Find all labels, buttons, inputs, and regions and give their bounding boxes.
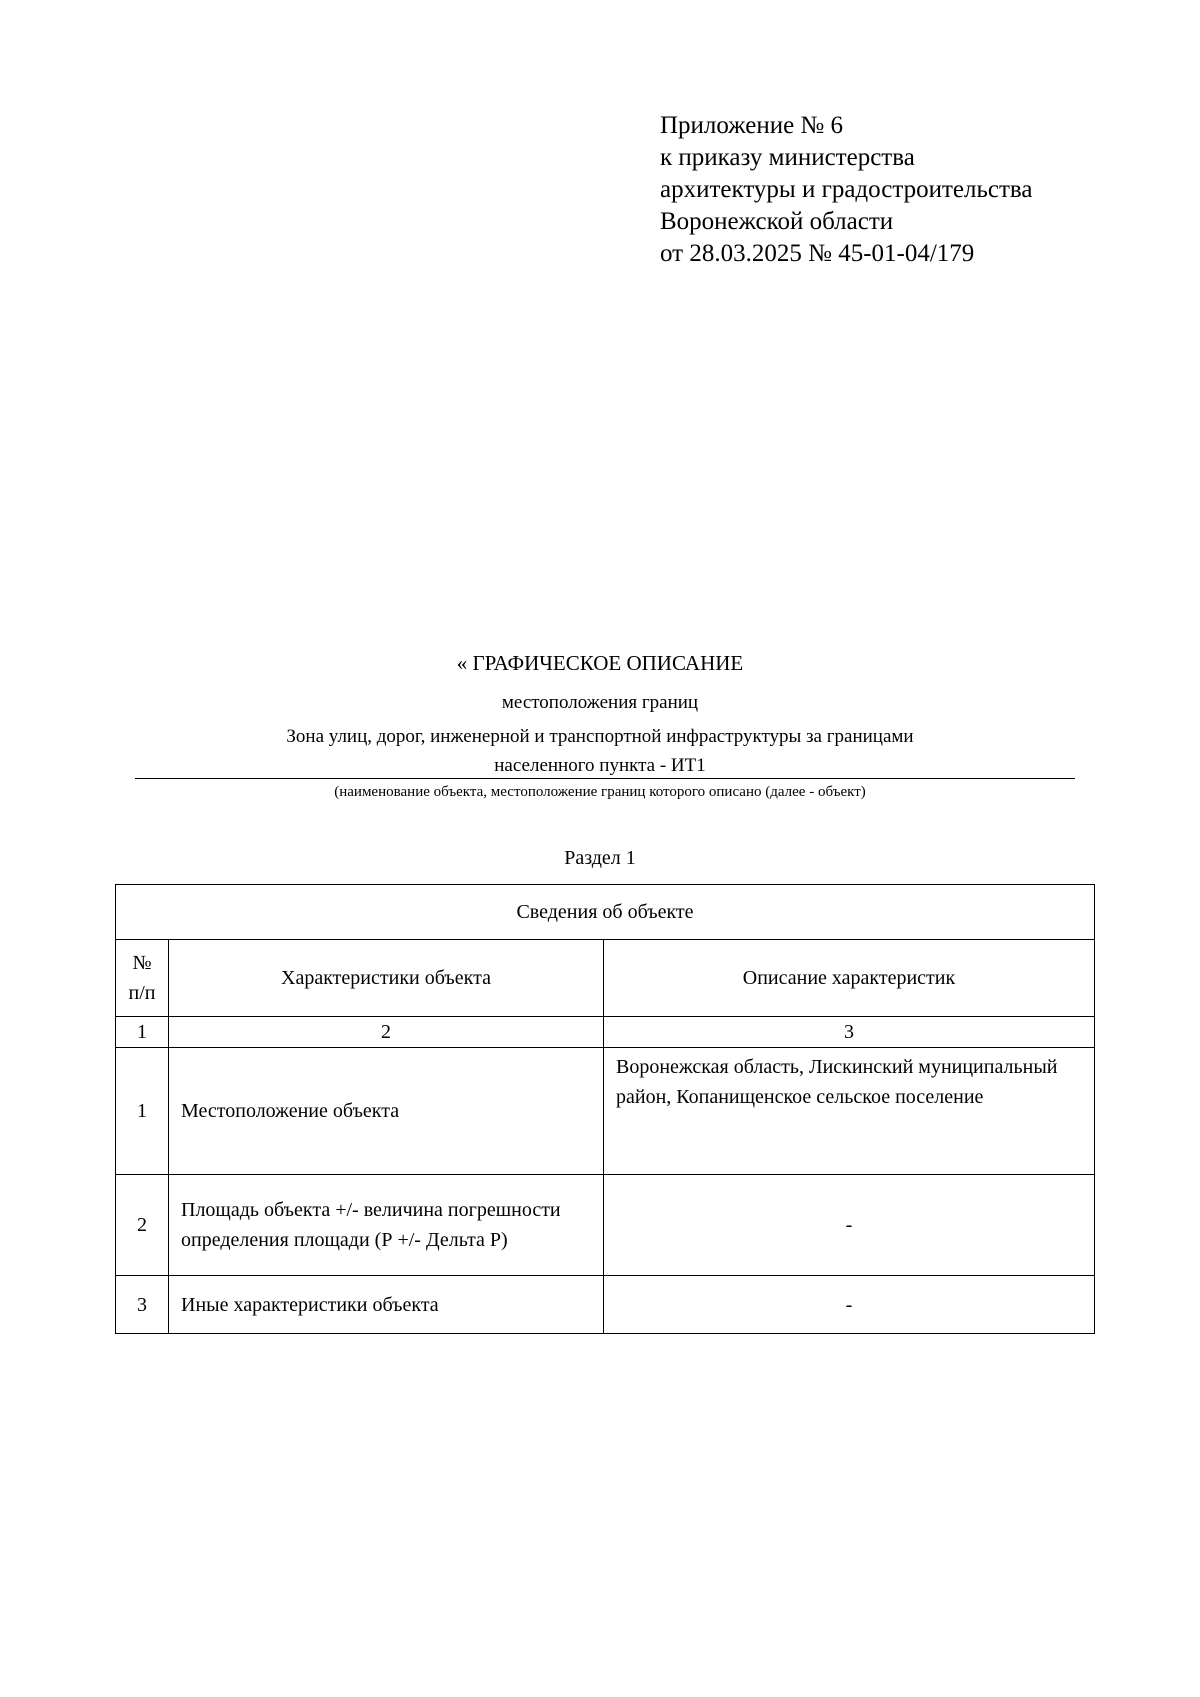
row-number: 1 [116, 1048, 169, 1175]
annex-line: архитектуры и градостроительства [660, 176, 1033, 203]
row-description: - [604, 1276, 1095, 1334]
row-description: Воронежская область, Лискинский муниципальный район, Копанищенское сельское поселение [604, 1048, 1095, 1175]
object-name-line: населенного пункта - ИТ1 [494, 755, 706, 776]
section-title: Раздел 1 [564, 847, 636, 869]
column-header-description: Описание характеристик [604, 940, 1095, 1017]
annex-line: Приложение № 6 [660, 112, 844, 139]
document-title: « ГРАФИЧЕСКОЕ ОПИСАНИЕ [456, 651, 744, 675]
column-index: 1 [116, 1017, 169, 1048]
row-characteristic: Иные характеристики объекта [169, 1276, 604, 1334]
table-row [116, 1048, 1095, 1175]
table-row [116, 1175, 1095, 1276]
annex-line: к приказу министерства [660, 144, 915, 171]
table-header-row [116, 940, 1095, 1017]
table-heading: Сведения об объекте [116, 885, 1095, 940]
column-header-num-line: № [132, 952, 152, 974]
row-characteristic: Местоположение объекта [169, 1048, 604, 1175]
column-index: 2 [169, 1017, 604, 1048]
row-characteristic: Площадь объекта +/- величина погрешности определения площади (Р +/- Дельта Р) [169, 1175, 604, 1276]
row-number: 3 [116, 1276, 169, 1334]
object-name-caption: (наименование объекта, местоположение границ которого описано (далее - объект) [334, 784, 866, 800]
annex-line: от 28.03.2025 № 45-01-04/179 [660, 240, 975, 267]
column-index: 3 [604, 1017, 1095, 1048]
row-number: 2 [116, 1175, 169, 1276]
object-name-underline [135, 778, 1075, 779]
object-info-table [115, 884, 1095, 1334]
column-header-characteristic: Характеристики объекта [169, 940, 604, 1017]
object-name-line: Зона улиц, дорог, инженерной и транспортной инфраструктуры за границами [286, 726, 914, 747]
column-header-num-line: п/п [128, 982, 156, 1004]
object-name [100, 722, 1100, 780]
table-row [116, 1276, 1095, 1334]
annex-block [660, 110, 1032, 270]
table-heading-row [116, 885, 1095, 940]
annex-line: Воронежской области [660, 208, 894, 235]
document-subtitle: местоположения границ [501, 692, 699, 713]
column-header-num [116, 940, 169, 1017]
table-index-row [116, 1017, 1095, 1048]
row-description: - [604, 1175, 1095, 1276]
